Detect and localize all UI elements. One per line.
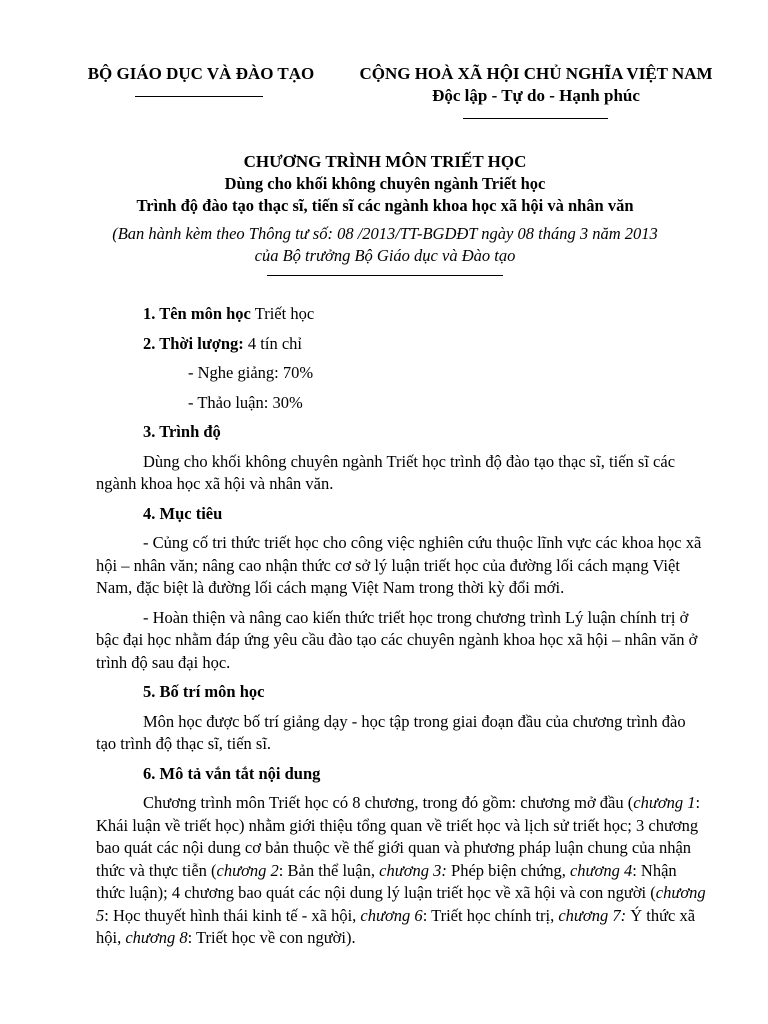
document-body xyxy=(96,303,708,957)
section-heading: 5. Bố trí môn học xyxy=(143,682,265,701)
arrangement-paragraph: Môn học được bố trí giảng dạy - học tập trong giai đoạn đầu của chương trình đào tạo trình độ thạc sĩ, tiến sĩ. xyxy=(96,711,686,753)
content-summary-paragraph xyxy=(96,792,708,950)
section-heading: 2. Thời lượng: xyxy=(143,333,244,353)
section-arrangement xyxy=(96,681,708,704)
section-heading: 6. Mô tả vắn tắt nội dung xyxy=(143,763,321,783)
section-objectives xyxy=(96,503,708,526)
section-value: Triết học xyxy=(254,304,315,323)
section-value: 4 tín chỉ xyxy=(247,333,302,353)
level-paragraph: Dùng cho khối không chuyên ngành Triết học trình độ đào tạo thạc sĩ, tiến sĩ các ngành khoa học xã hội và nhân văn. xyxy=(96,451,676,493)
summary-text: : Nhận thức luận); 4 chương bao quát các nội dung lý luận triết học về xã hội và con người ( xyxy=(96,860,677,902)
objectives-paragraph-1: - Củng cố tri thức triết học cho công việc nghiên cứu thuộc lĩnh vực các khoa học xã hội – nhân văn; nâng cao nhận thức cơ sở lý luận triết học của đường lối cách mạng Việt Nam, đặc biệt là đường lối cách mạng Việt Nam trong thời kỳ đổi mới. xyxy=(96,533,702,597)
chapter-ref: chương 1 xyxy=(633,793,696,812)
chapter-ref: chương 3: xyxy=(379,860,447,880)
issuance-note xyxy=(60,223,710,267)
summary-text: : Học thuyết hình thái kinh tế - xã hội, xyxy=(104,905,361,925)
summary-text: : Triết học về con người). xyxy=(187,928,356,947)
issuance-note-line-2: của Bộ trưởng Bộ Giáo dục và Đào tạo xyxy=(254,246,516,265)
chapter-ref: chương 2 xyxy=(216,860,279,880)
header-divider-left xyxy=(135,96,263,97)
document-subtitle-2: Trình độ đào tạo thạc sĩ, tiến sĩ các ngành khoa học xã hội và nhân văn xyxy=(136,196,634,215)
summary-text: Ý thức xã hội, xyxy=(96,905,696,947)
objectives-paragraph-2: - Hoàn thiện và nâng cao kiến thức triết học trong chương trình Lý luận chính trị ở bậc đại học nhằm đáp ứng yêu cầu đào tạo các chuyên ngành khoa học xã hội – nhân văn ở trình độ sau đại học. xyxy=(96,607,698,672)
section-course-name xyxy=(96,303,708,326)
title-block xyxy=(60,151,710,276)
header-divider-right xyxy=(463,118,608,119)
ministry-header xyxy=(70,64,332,84)
ministry-name: BỘ GIÁO DỤC VÀ ĐÀO TẠO xyxy=(87,64,315,83)
chapter-ref: chương 4 xyxy=(569,860,633,880)
document-subtitle-1: Dùng cho khối không chuyên ngành Triết học xyxy=(224,174,546,193)
national-motto: Độc lập - Tự do - Hạnh phúc xyxy=(432,86,640,105)
issuance-note-line-1: (Ban hành kèm theo Thông tư số: 08 /2013/TT-BGDĐT ngày 08 tháng 3 năm 2013 xyxy=(112,224,658,243)
section-duration xyxy=(96,333,708,356)
chapter-ref: chương 7: xyxy=(558,905,627,925)
summary-text: : Khái luận về triết học) nhằm giới thiệu tổng quan về triết học và lịch sử triết học; 3 chương bao quát các nội dung cơ bản thuộc về thế giới quan và phương pháp luận chung của nhận thức và thực tiễn ( xyxy=(96,793,701,880)
chapter-ref: chương 8 xyxy=(125,928,188,947)
summary-text: Chương trình môn Triết học có 8 chương, trong đó gồm: chương mở đầu ( xyxy=(143,793,634,812)
republic-header xyxy=(340,64,732,106)
summary-text: : Bản thể luận, xyxy=(278,860,380,880)
section-content-summary xyxy=(96,763,708,786)
section-heading: 1. Tên môn học xyxy=(143,304,251,323)
republic-name: CỘNG HOÀ XÃ HỘI CHỦ NGHĨA VIỆT NAM xyxy=(359,64,713,83)
chapter-ref: chương 5 xyxy=(96,883,706,925)
duration-item-lecture: - Nghe giảng: 70% xyxy=(188,363,314,382)
title-divider xyxy=(267,275,503,276)
document-title: CHƯƠNG TRÌNH MÔN TRIẾT HỌC xyxy=(243,152,527,171)
summary-text: Phép biện chứng, xyxy=(446,860,570,880)
duration-item-discussion: - Thảo luận: 30% xyxy=(188,392,303,412)
chapter-ref: chương 6 xyxy=(360,905,423,925)
section-heading: 4. Mục tiêu xyxy=(143,503,223,523)
summary-text: : Triết học chính trị, xyxy=(422,905,559,925)
section-level xyxy=(96,421,708,444)
section-heading: 3. Trình độ xyxy=(143,422,221,441)
